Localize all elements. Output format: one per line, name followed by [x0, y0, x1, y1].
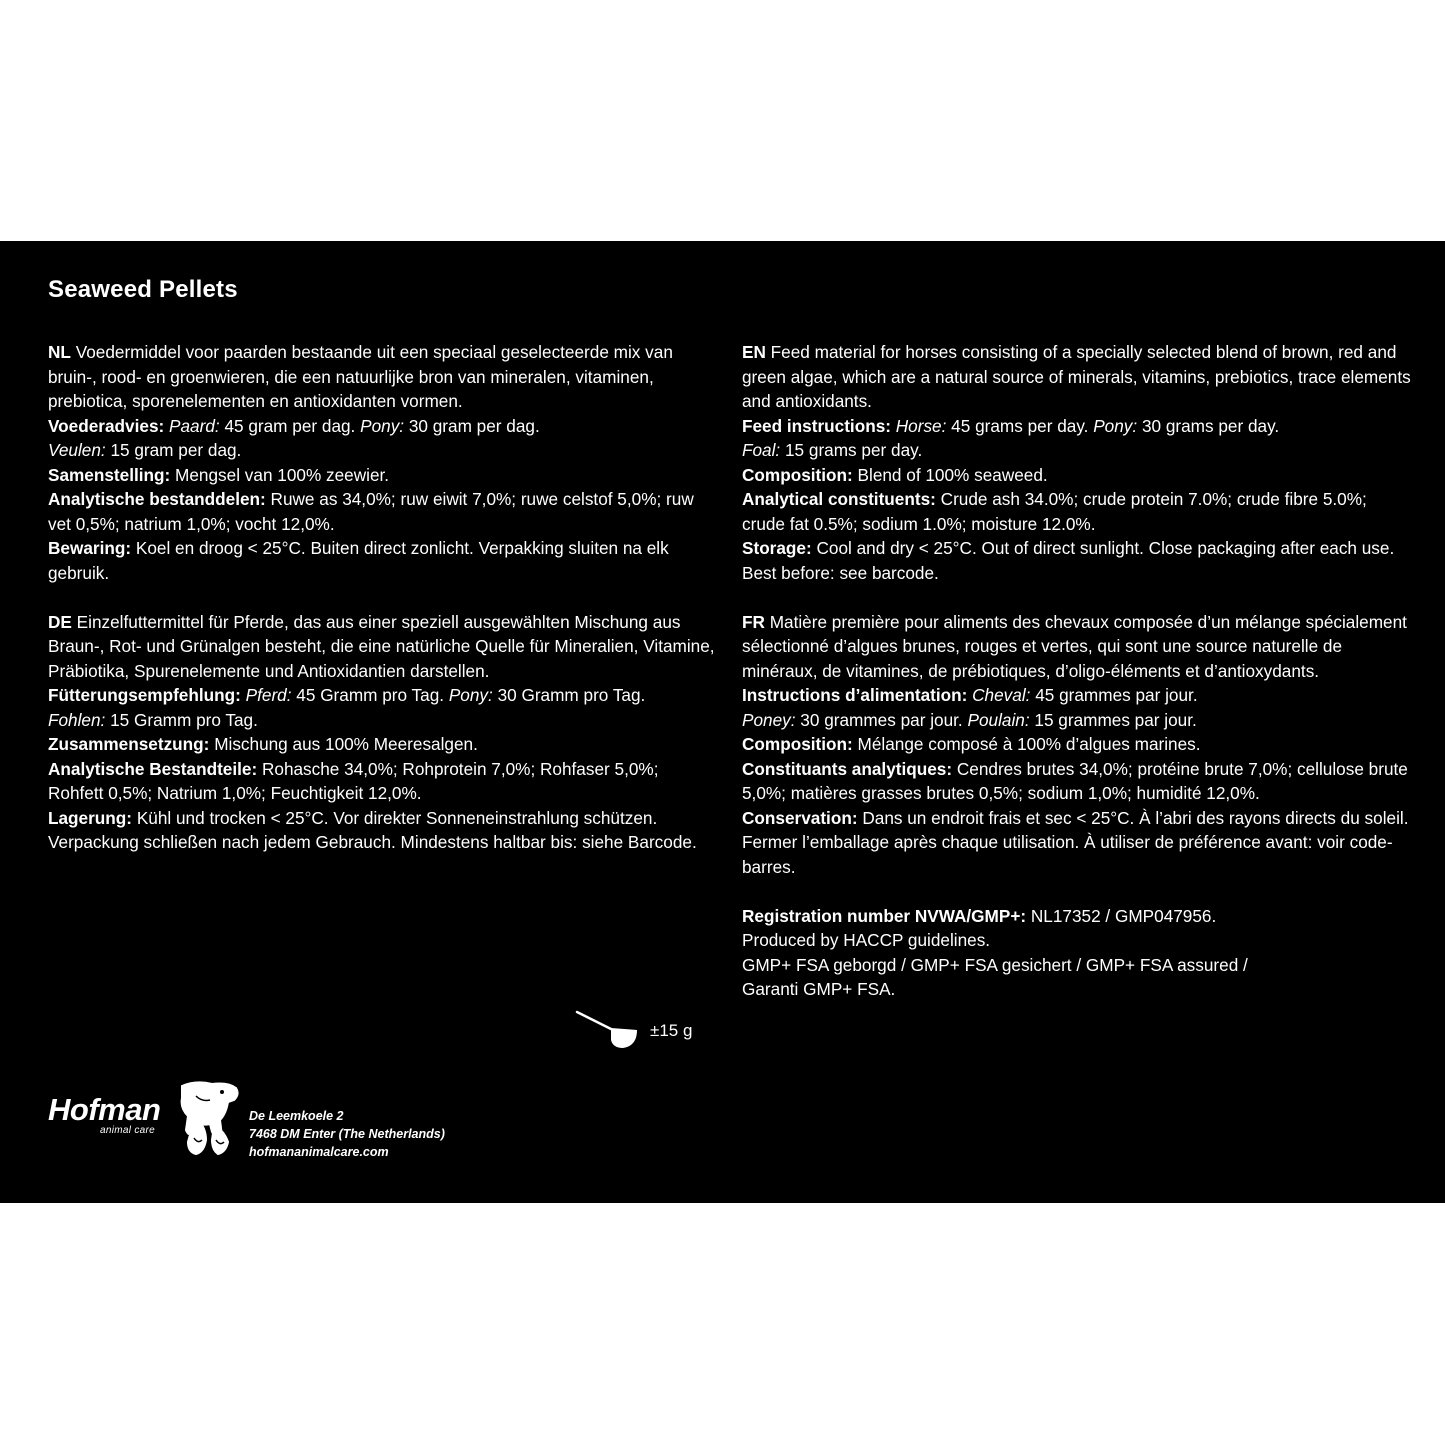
fr-feed-pony-value: 30 grammes par jour.: [800, 709, 963, 730]
fr-comp-label: Composition:: [742, 734, 853, 754]
de-anal-label: Analytische Bestandteile:: [48, 758, 258, 779]
fr-intro: Matière première pour aliments des chevaux composée d’un mélange spécialement sélectionné d’algues brunes, rouges et vertes, qui sont une source naturelle de minéraux, de vitamines, de prébiotiques, d’oligo-éléments et d’antioxydants.: [742, 611, 1407, 681]
nl-anal-value: Ruwe as 34,0%; ruw eiwit 7,0%; ruwe celstof 5,0%; ruw vet 0,5%; natrium 1,0%; vocht 12,0%.: [48, 489, 694, 534]
de-comp-value: Mischung aus 100% Meeresalgen.: [214, 734, 478, 754]
nl-comp-label: Samenstelling:: [48, 464, 171, 485]
de-comp-label: Zusammensetzung:: [48, 734, 210, 754]
de-feed-label: Fütterungsempfehlung:: [48, 685, 241, 705]
de-feed-foal-value: 15 Gramm pro Tag.: [110, 709, 258, 730]
haccp-line: Produced by HACCP guidelines.: [742, 930, 991, 950]
spacer: [48, 585, 718, 610]
en-feed-horse-label: Horse:: [895, 415, 947, 436]
section-nl: [48, 340, 718, 585]
fr-anal-label: Constituants analytiques:: [742, 758, 953, 779]
de-feed-horse-label: Pferd:: [245, 685, 292, 705]
de-feed-pony-label: Pony:: [448, 685, 493, 705]
de-store-label: Lagerung:: [48, 807, 133, 828]
en-feed-horse-value: 45 grams per day.: [951, 415, 1089, 436]
fr-anal-value: Cendres brutes 34,0%; protéine brute 7,0%; cellulose brute 5,0%; matières grasses brutes 0,5%; sodium 1,0%; humidité 12,0%.: [742, 758, 1408, 803]
nl-feed-label: Voederadvies:: [48, 415, 165, 436]
en-feed-foal-label: Foal:: [742, 440, 781, 460]
section-fr: [742, 610, 1412, 880]
en-anal-label: Analytical constituents:: [742, 489, 936, 509]
en-feed-pony-label: Pony:: [1093, 415, 1138, 436]
fr-feed-horse-label: Cheval:: [972, 685, 1031, 705]
registration-value: NL17352 / GMP047956.: [1030, 905, 1217, 926]
measuring-scoop-icon: [575, 1006, 639, 1050]
lang-code-de: DE: [48, 611, 72, 632]
en-anal-value: Crude ash 34.0%; crude protein 7.0%; crude fibre 5.0%; crude fat 0.5%; sodium 1.0%; moisture 12.0%.: [742, 489, 1367, 534]
nl-store-label: Bewaring:: [48, 538, 132, 558]
section-registration: [742, 904, 1412, 1002]
en-store-label: Storage:: [742, 538, 812, 558]
fr-store-label: Conservation:: [742, 807, 858, 828]
nl-feed-foal-label: Veulen:: [48, 440, 106, 460]
section-de: [48, 610, 718, 855]
en-feed-label: Feed instructions:: [742, 415, 891, 436]
address-city: 7468 DM Enter (The Netherlands): [249, 1127, 445, 1141]
lang-code-en: EN: [742, 342, 766, 362]
lang-code-nl: NL: [48, 342, 71, 362]
section-en: [742, 340, 1412, 585]
nl-feed-pony-value: 30 gram per dag.: [408, 415, 540, 436]
brand-logo-wordmark: Hofman: [48, 1092, 161, 1127]
en-comp-value: Blend of 100% seaweed.: [857, 464, 1048, 485]
gmp-fr-line: Garanti GMP+ FSA.: [742, 979, 896, 999]
fr-comp-value: Mélange composé à 100% d’algues marines.: [857, 734, 1201, 754]
nl-feed-horse-value: 45 gram per dag.: [224, 415, 356, 436]
animals-logo-icon: [176, 1080, 242, 1158]
registration-label: Registration number NVWA/GMP+:: [742, 905, 1027, 926]
en-intro: Feed material for horses consisting of a specially selected blend of brown, red and green algae, which are a natural source of minerals, vitamins, prebiotics, trace elements and antioxidants.: [742, 342, 1411, 411]
brand-tagline: animal care: [100, 1125, 155, 1136]
fr-feed-horse-value: 45 grammes par jour.: [1035, 685, 1198, 705]
fr-feed-foal-value: 15 grammes par jour.: [1034, 709, 1197, 730]
nl-feed-foal-value: 15 gram per dag.: [110, 440, 242, 460]
en-feed-pony-value: 30 grams per day.: [1141, 415, 1280, 436]
brand-address: [249, 1107, 445, 1161]
fr-store-value: Dans un endroit frais et sec < 25°C. À l’abri des rayons directs du soleil. Fermer l’emballage après chaque utilisation. À utiliser de préférence avant: voir code-barres.: [742, 807, 1409, 877]
product-title: Seaweed Pellets: [48, 276, 238, 303]
de-feed-foal-label: Fohlen:: [48, 709, 106, 730]
spacer: [742, 585, 1412, 610]
nl-comp-value: Mengsel van 100% zeewier.: [175, 464, 390, 485]
de-feed-pony-value: 30 Gramm pro Tag.: [497, 685, 646, 705]
spacer: [742, 879, 1412, 904]
fr-feed-foal-label: Poulain:: [967, 709, 1030, 730]
nl-store-value: Koel en droog < 25°C. Buiten direct zonlicht. Verpakking sluiten na elk gebruik.: [48, 538, 669, 583]
de-intro: Einzelfuttermittel für Pferde, das aus einer speziell ausgewählten Mischung aus Braun-, Rot- und Grünalgen besteht, die eine natürliche Quelle für Mineralien, Vitamine, Präbiotika, Spurenelemente und Antioxidantien darstellen.: [48, 611, 715, 681]
de-store-value: Kühl und trocken < 25°C. Vor direkter Sonneneinstrahlung schützen. Verpackung schließen nach jedem Gebrauch. Mindestens haltbar bis: siehe Barcode.: [48, 807, 697, 852]
fr-feed-pony-label: Poney:: [742, 709, 796, 730]
nl-feed-pony-label: Pony:: [360, 415, 405, 436]
nl-intro: Voedermiddel voor paarden bestaande uit een speciaal geselecteerde mix van bruin-, rood- en groenwieren, die een natuurlijke bron van mineralen, vitaminen, prebiotica, sporenelementen en antioxidanten vormen.: [48, 342, 673, 411]
right-column: [742, 340, 1412, 1002]
nl-anal-label: Analytische bestanddelen:: [48, 489, 266, 509]
en-feed-foal-value: 15 grams per day.: [785, 440, 923, 460]
de-feed-horse-value: 45 Gramm pro Tag.: [296, 685, 445, 705]
scoop-amount: ±15 g: [650, 1021, 693, 1040]
brand-website-link[interactable]: hofmananimalcare.com: [249, 1145, 389, 1159]
left-column: [48, 340, 718, 855]
en-store-value: Cool and dry < 25°C. Out of direct sunlight. Close packaging after each use. Best before: see barcode.: [742, 538, 1395, 583]
fr-feed-label: Instructions d’alimentation:: [742, 685, 968, 705]
nl-feed-horse-label: Paard:: [169, 415, 220, 436]
gmp-line: GMP+ FSA geborgd / GMP+ FSA gesichert / GMP+ FSA assured /: [742, 954, 1248, 975]
address-street: De Leemkoele 2: [249, 1109, 344, 1123]
en-comp-label: Composition:: [742, 464, 853, 485]
lang-code-fr: FR: [742, 611, 765, 632]
de-anal-value: Rohasche 34,0%; Rohprotein 7,0%; Rohfaser 5,0%; Rohfett 0,5%; Natrium 1,0%; Feuchtigkeit 12,0%.: [48, 758, 659, 803]
